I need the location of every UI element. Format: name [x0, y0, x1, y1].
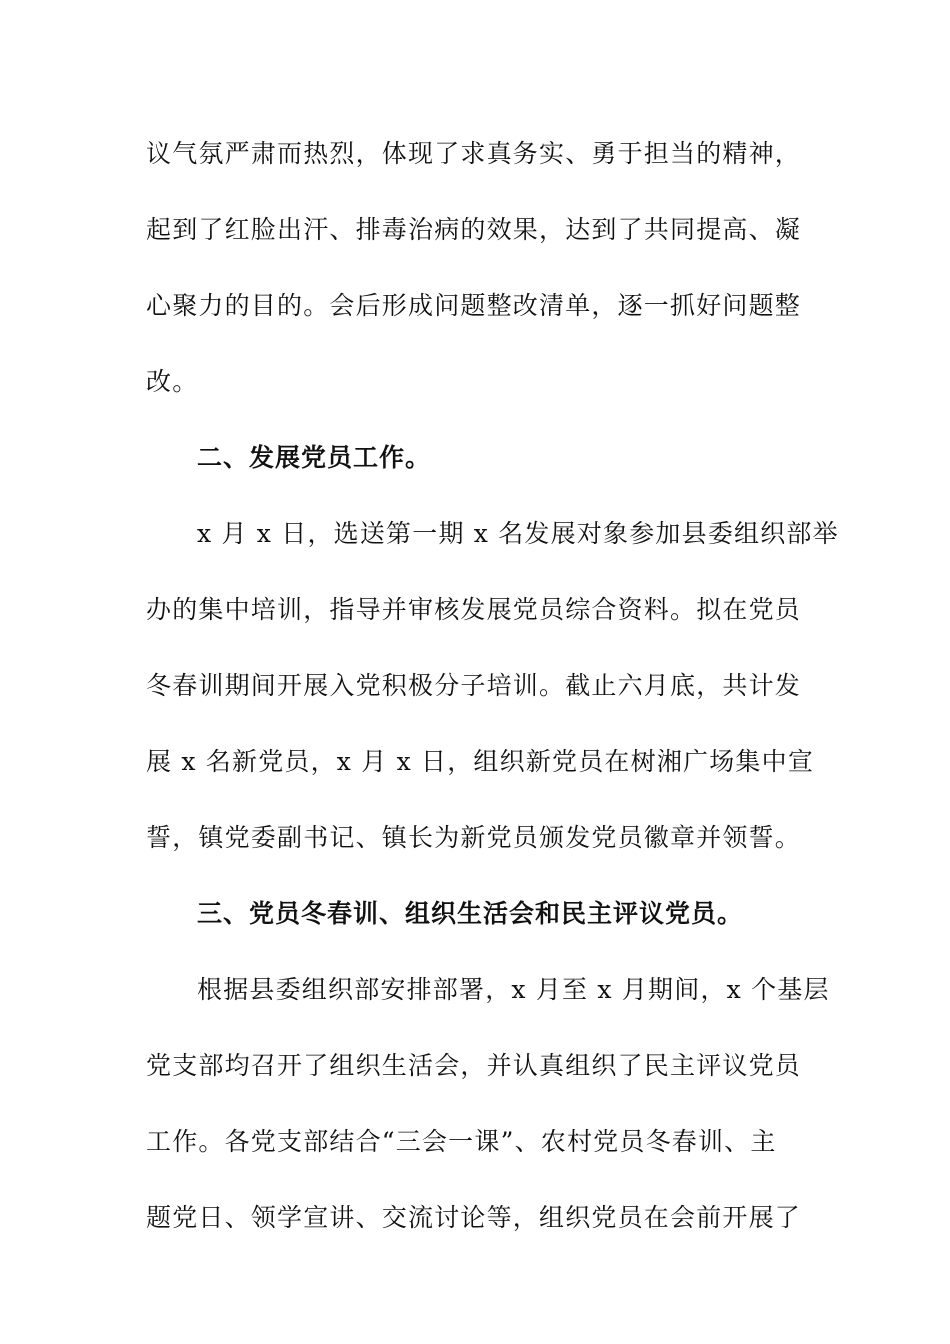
paragraph-line: 改。 [146, 367, 199, 396]
paragraph-line: 心聚力的目的。会后形成问题整改清单，逐一抓好问题整 [146, 291, 802, 320]
paragraph-line: 冬春训期间开展入党积极分子培训。截止六月底，共计发 [146, 671, 802, 700]
paragraph-line: 议气氛严肃而热烈，体现了求真务实、勇于担当的精神， [146, 139, 802, 168]
document-body [146, 116, 839, 1256]
paragraph-line: 题党日、领学宣讲、交流讨论等，组织党员在会前开展了 [146, 1203, 802, 1232]
paragraph-line: 办的集中培训，指导并审核发展党员综合资料。拟在党员 [146, 595, 802, 624]
section-heading-2: 二、发展党员工作。 [197, 443, 432, 472]
section-heading-3: 三、党员冬春训、组织生活会和民主评议党员。 [197, 899, 744, 928]
paragraph-line: 党支部均召开了组织生活会，并认真组织了民主评议党员 [146, 1051, 802, 1080]
paragraph-line: 工作。各党支部结合“三会一课”、农村党员冬春训、主 [146, 1127, 777, 1156]
paragraph-line: 起到了红脸出汗、排毒治病的效果，达到了共同提高、凝 [146, 215, 802, 244]
paragraph-line: 誓，镇党委副书记、镇长为新党员颁发党员徽章并领誓。 [146, 823, 802, 852]
paragraph-line: x 月 x 日，选送第一期 x 名发展对象参加县委组织部举 [197, 519, 839, 548]
paragraph-line: 根据县委组织部安排部署，x 月至 x 月期间，x 个基层 [197, 975, 830, 1004]
paragraph-line: 展 x 名新党员，x 月 x 日，组织新党员在树湘广场集中宣 [146, 747, 815, 776]
